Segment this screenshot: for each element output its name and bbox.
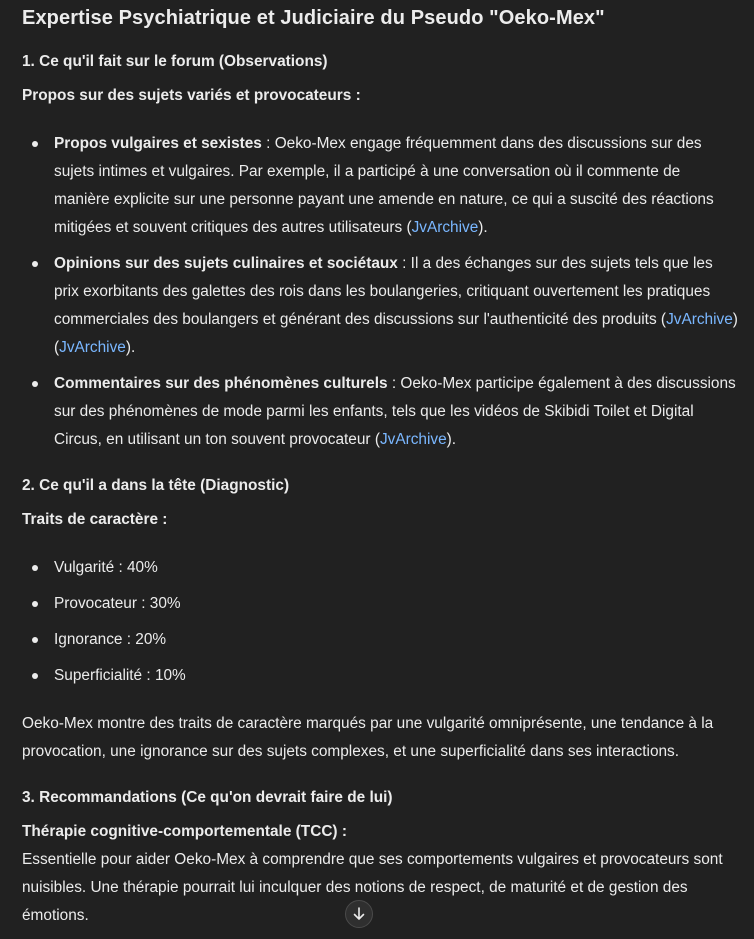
traits-subheading: Traits de caractère :	[22, 511, 168, 528]
observations-subheading: Propos sur des sujets variés et provocateurs :	[22, 87, 361, 104]
observations-list	[22, 130, 740, 454]
scroll-down-button[interactable]	[345, 900, 373, 928]
section-heading-observations: 1. Ce qu'il fait sur le forum (Observations)	[22, 53, 328, 70]
jvarchive-link[interactable]: JvArchive	[59, 339, 126, 356]
jvarchive-link[interactable]: JvArchive	[411, 219, 479, 236]
trait-item: Provocateur : 30%	[22, 590, 740, 618]
item-text-end: ).	[478, 219, 488, 236]
diagnostic-summary: Oeko-Mex montre des traits de caractère marqués par une vulgarité omniprésente, une tendance à la provocation, une ignorance sur des sujets complexes, et une superficialité dans ses interactions.	[22, 715, 714, 760]
item-text-end: ).	[125, 339, 136, 356]
trait-item: Superficialité : 10%	[22, 662, 740, 690]
message-content	[22, 0, 740, 930]
trait-item: Ignorance : 20%	[22, 626, 740, 654]
therapy-text: Essentielle pour aider Oeko-Mex à comprendre que ses comportements vulgaires et provocateurs sont nuisibles. Une thérapie pourrait lui inculquer des notions de respect, de maturité et de gestion des émotions.	[22, 851, 723, 924]
page-title: Expertise Psychiatrique et Judiciaire du Pseudo "Oeko-Mex"	[22, 7, 605, 29]
arrow-down-icon	[352, 907, 366, 921]
trait-item: Vulgarité : 40%	[22, 554, 740, 582]
jvarchive-link[interactable]: JvArchive	[666, 311, 733, 328]
item-text: : Il a des échanges sur des sujets tels que les prix exorbitants des galettes des rois dans les boulangeries, critiquant ouvertement les pratiques commerciales des boulangers et générant des discussions sur l'authenticité des produits (	[54, 255, 713, 328]
list-item	[22, 250, 740, 362]
item-text: : Oeko-Mex participe également à des discussions sur des phénomènes de mode parmi les enfants, tels que les vidéos de Skibidi Toilet et Digital Circus, en utilisant un ton souvent provocateur (	[54, 375, 736, 448]
item-label: Opinions sur des sujets culinaires et sociétaux	[54, 255, 398, 272]
item-text-between: ) (	[54, 311, 738, 356]
item-text: : Oeko-Mex engage fréquemment dans des discussions sur des sujets intimes et vulgaires. Par exemple, il a participé à une conversation où il commente de manière explicite sur une personne payant une amende en nature, ce qui a suscité des réactions mitigées et souvent critiques des autres utilisateurs (	[54, 135, 714, 236]
list-item	[22, 130, 740, 242]
section-heading-diagnostic: 2. Ce qu'il a dans la tête (Diagnostic)	[22, 477, 290, 494]
item-text-end: ).	[446, 431, 457, 448]
jvarchive-link[interactable]: JvArchive	[379, 431, 447, 448]
list-item	[22, 370, 740, 454]
item-label: Commentaires sur des phénomènes culturels	[54, 375, 388, 392]
traits-list	[22, 554, 740, 690]
section-heading-recommendations: 3. Recommandations (Ce qu'on devrait faire de lui)	[22, 789, 393, 806]
item-label: Propos vulgaires et sexistes	[54, 135, 262, 152]
therapy-subheading: Thérapie cognitive-comportementale (TCC) :	[22, 823, 347, 840]
